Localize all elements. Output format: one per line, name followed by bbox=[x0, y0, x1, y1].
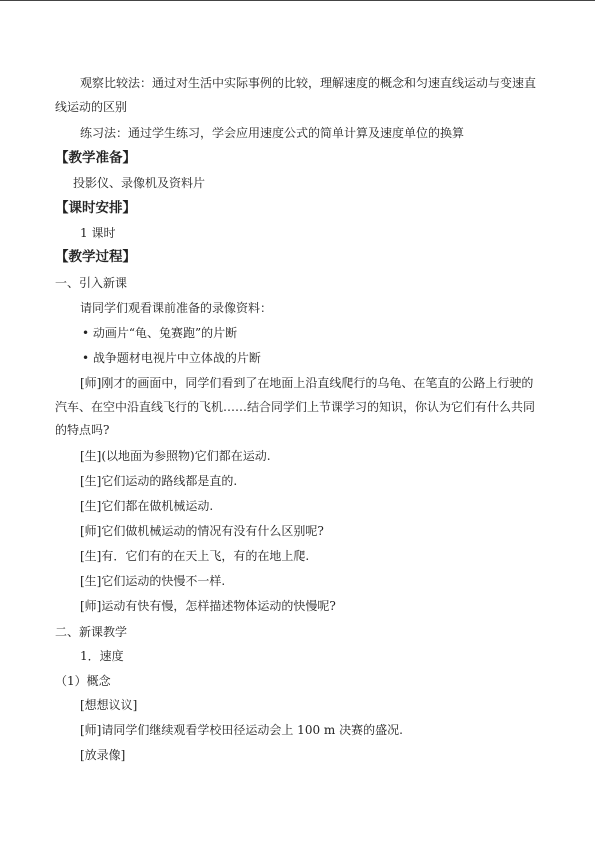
teacher-line-1c: 的特点吗? bbox=[55, 423, 110, 437]
page-top-border bbox=[0, 0, 595, 1]
schedule-body: 1 课时 bbox=[80, 226, 116, 240]
play-video: [放录像] bbox=[80, 748, 126, 762]
think-discuss: [想想议议] bbox=[80, 698, 138, 712]
teacher-line-1a: [师]刚才的画面中，同学们看到了在地面上沿直线爬行的乌龟、在笔直的公路上行驶的 bbox=[80, 376, 534, 390]
method-observe-line-2: 线运动的区别 bbox=[55, 100, 128, 114]
prep-body: 投影仪、录像机及资料片 bbox=[73, 176, 206, 190]
student-line-4: [生]有．它们有的在天上飞，有的在地上爬. bbox=[80, 549, 310, 563]
teacher-line-4: [师]请同学们继续观看学校田径运动会上 100 m 决赛的盛况. bbox=[80, 723, 403, 737]
method-practice: 练习法：通过学生练习，学会应用速度公式的简单计算及速度单位的换算 bbox=[80, 126, 465, 140]
bullet-item-2: • 战争题材电视片中立体战的片断 bbox=[82, 351, 261, 365]
intro-lead: 请同学们观看课前准备的录像资料： bbox=[80, 301, 273, 315]
subsection-speed: 1．速度 bbox=[80, 649, 124, 663]
heading-process: 【教学过程】 bbox=[55, 249, 136, 265]
teacher-line-3: [师]运动有快有慢，怎样描述物体运动的快慢呢? bbox=[80, 599, 336, 613]
student-line-1: [生](以地面为参照物)它们都在运动. bbox=[80, 449, 271, 463]
heading-teaching-prep: 【教学准备】 bbox=[55, 150, 136, 166]
bullet-item-1: • 动画片“龟、兔赛跑”的片断 bbox=[82, 326, 238, 340]
method-observe-line-1: 观察比较法：通过对生活中实际事例的比较，理解速度的概念和匀速直线运动与变速直 bbox=[80, 76, 537, 90]
student-line-5: [生]它们运动的快慢不一样. bbox=[80, 574, 226, 588]
section-intro: 一、引入新课 bbox=[55, 276, 128, 290]
heading-schedule: 【课时安排】 bbox=[55, 200, 136, 216]
student-line-3: [生]它们都在做机械运动. bbox=[80, 499, 214, 513]
section-new-lesson: 二、新课教学 bbox=[55, 625, 128, 639]
subsection-concept: （1）概念 bbox=[55, 674, 111, 688]
student-line-2: [生]它们运动的路线都是直的. bbox=[80, 474, 238, 488]
teacher-line-1b: 汽车、在空中沿直线飞行的飞机……结合同学们上节课学习的知识，你认为它们有什么共同 bbox=[55, 400, 536, 414]
teacher-line-2: [师]它们做机械运动的情况有没有什么区别呢? bbox=[80, 524, 324, 538]
